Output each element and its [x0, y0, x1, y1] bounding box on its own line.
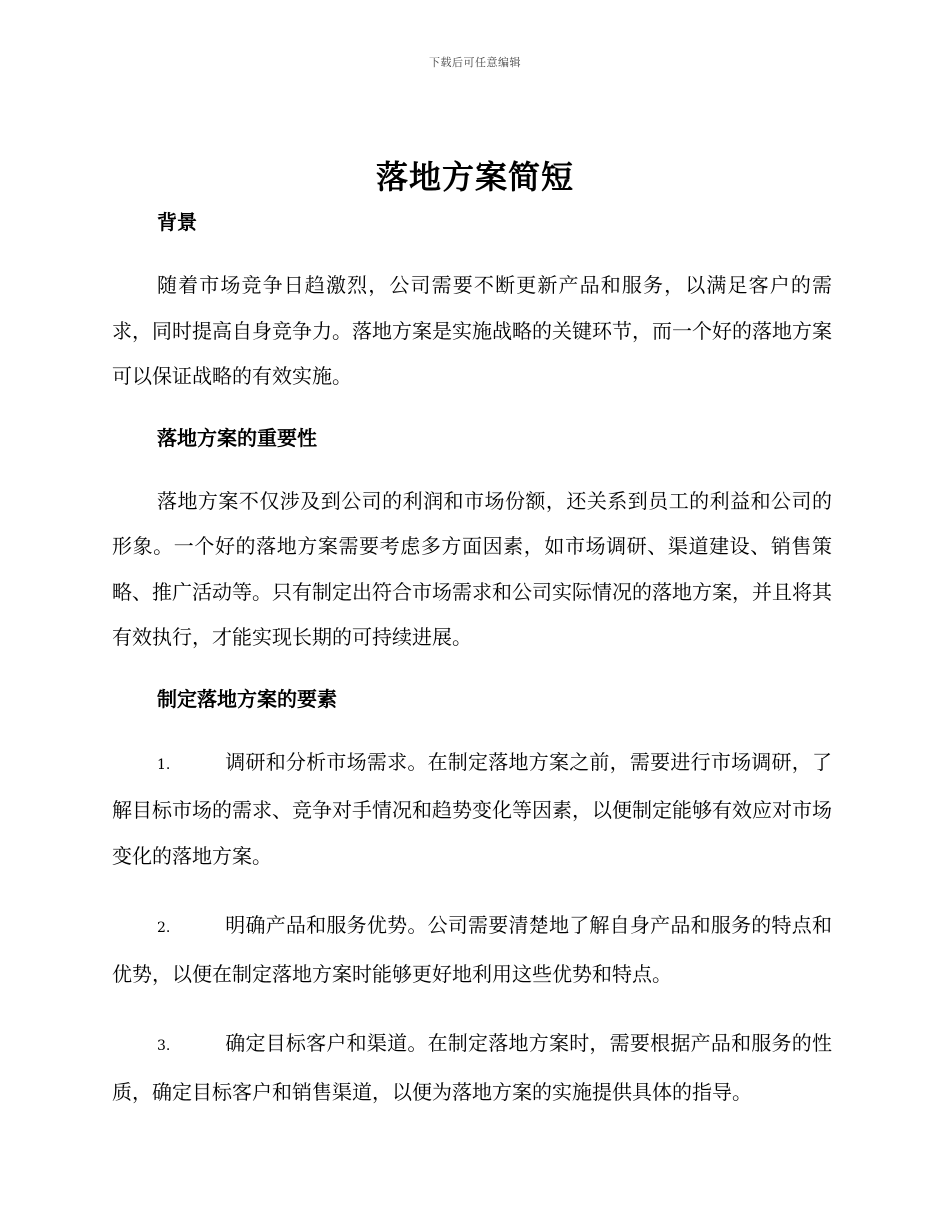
section-heading-elements: 制定落地方案的要素: [157, 686, 337, 711]
list-item-number: 2.: [157, 920, 171, 936]
document-body: [112, 205, 832, 1115]
list-item: [112, 740, 832, 880]
section-paragraph-importance: 落地方案不仅涉及到公司的利润和市场份额，还关系到员工的利益和公司的形象。一个好的落地方案需要考虑多方面因素，如市场调研、渠道建设、销售策略、推广活动等。只有制定出符合市场需求和公司实际情况的落地方案，并且将其有效执行，才能实现长期的可持续进展。: [112, 488, 832, 649]
list-item-number: 3.: [157, 1038, 171, 1054]
section-paragraph-background: 随着市场竞争日趋激烈，公司需要不断更新产品和服务，以满足客户的需求，同时提高自身竞争力。落地方案是实施战略的关键环节，而一个好的落地方案可以保证战略的有效实施。: [112, 273, 832, 388]
list-item: [112, 1021, 832, 1115]
header-note: 下载后可任意编辑: [429, 56, 521, 69]
section-heading-importance: 落地方案的重要性: [157, 425, 317, 450]
list-item: [112, 903, 832, 997]
list-item-number: 1.: [157, 756, 171, 773]
list-item-text: 确定目标客户和渠道。在制定落地方案时，需要根据产品和服务的性质，确定目标客户和销售渠道，以便为落地方案的实施提供具体的指导。: [112, 1031, 832, 1104]
list-item-text: 明确产品和服务优势。公司需要清楚地了解自身产品和服务的特点和优势，以便在制定落地方案时能够更好地利用这些优势和特点。: [112, 913, 832, 986]
list-item-text: 调研和分析市场需求。在制定落地方案之前，需要进行市场调研，了解目标市场的需求、竞争对手情况和趋势变化等因素，以便制定能够有效应对市场变化的落地方案。: [112, 749, 832, 868]
document-title: 落地方案简短: [375, 158, 574, 196]
section-heading-background: 背景: [157, 210, 197, 234]
